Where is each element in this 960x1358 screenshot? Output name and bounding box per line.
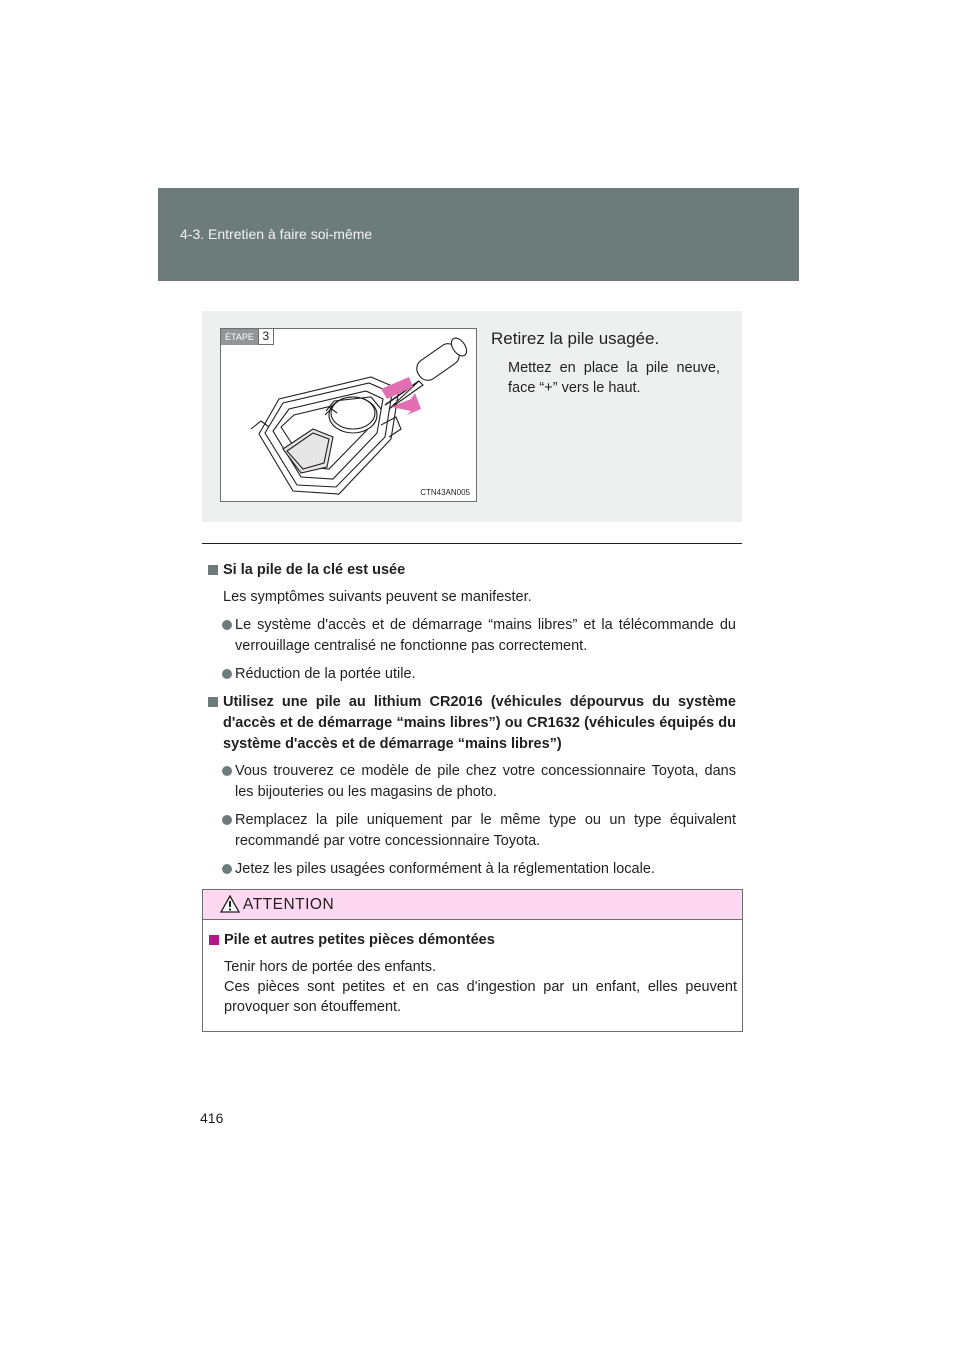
step-note: Mettez en place la pile neuve, face “+” vers le haut. — [508, 360, 720, 396]
round-bullet-icon — [222, 766, 232, 776]
list-item-text: Le système d'accès et de démarrage “mains libres” et la télécommande du verrouillage centralisé ne fonctionne pas correctement. — [235, 617, 736, 654]
list-item-text: Vous trouverez ce modèle de pile chez votre concessionnaire Toyota, dans les bijouteries ou les magasins de photo. — [235, 763, 736, 800]
attention-line-2: Ces pièces sont petites et en cas d'ingestion par un enfant, elles peuvent provoquer son étouffement. — [224, 979, 737, 1015]
main-content — [208, 560, 736, 887]
round-bullet-icon — [222, 864, 232, 874]
section-heading-text: Si la pile de la clé est usée — [223, 562, 406, 578]
attention-line-1: Tenir hors de portée des enfants. — [224, 959, 436, 975]
list-item — [208, 664, 736, 685]
square-bullet-icon — [209, 935, 219, 945]
attention-box — [202, 889, 743, 1032]
warning-icon — [220, 895, 240, 913]
section-divider — [202, 543, 742, 544]
section-heading — [208, 560, 736, 581]
list-item — [208, 810, 736, 852]
round-bullet-icon — [222, 815, 232, 825]
figure-code: CTN43AN005 — [420, 488, 470, 497]
page-number: 416 — [200, 1110, 224, 1126]
chapter-header-bar — [158, 188, 799, 281]
list-item-text: Jetez les piles usagées conformément à la réglementation locale. — [235, 861, 655, 877]
round-bullet-icon — [222, 620, 232, 630]
section-title: 4-3. Entretien à faire soi-même — [180, 226, 373, 242]
attention-subheading — [209, 930, 737, 950]
step-illustration — [220, 328, 477, 502]
round-bullet-icon — [222, 669, 232, 679]
attention-header — [203, 890, 742, 920]
list-item — [208, 761, 736, 803]
step-title: Retirez la pile usagée. — [491, 329, 660, 348]
step-panel — [202, 311, 742, 522]
list-item-text: Réduction de la portée utile. — [235, 666, 416, 682]
section-intro: Les symptômes suivants peuvent se manifester. — [223, 589, 532, 605]
attention-subheading-text: Pile et autres petites pièces démontées — [224, 932, 495, 948]
step-badge-word: ÉTAPE — [221, 329, 258, 345]
square-bullet-icon — [208, 697, 218, 707]
section-heading-text: Utilisez une pile au lithium CR2016 (véhicules dépourvus du système d'accès et de démarrage “mains libres”) ou CR1632 (véhicules équipés du système d'accès et de démarrage “mains libres”) — [223, 694, 736, 752]
list-item — [208, 859, 736, 880]
section-heading — [208, 692, 736, 755]
list-item — [208, 615, 736, 657]
attention-body — [209, 930, 737, 1017]
square-bullet-icon — [208, 565, 218, 575]
attention-label: ATTENTION — [243, 896, 335, 913]
list-item-text: Remplacez la pile uniquement par le même type ou un type équivalent recommandé par votre concessionnaire Toyota. — [235, 812, 736, 849]
key-battery-illustration — [221, 329, 476, 501]
step-badge-number: 3 — [258, 329, 274, 345]
